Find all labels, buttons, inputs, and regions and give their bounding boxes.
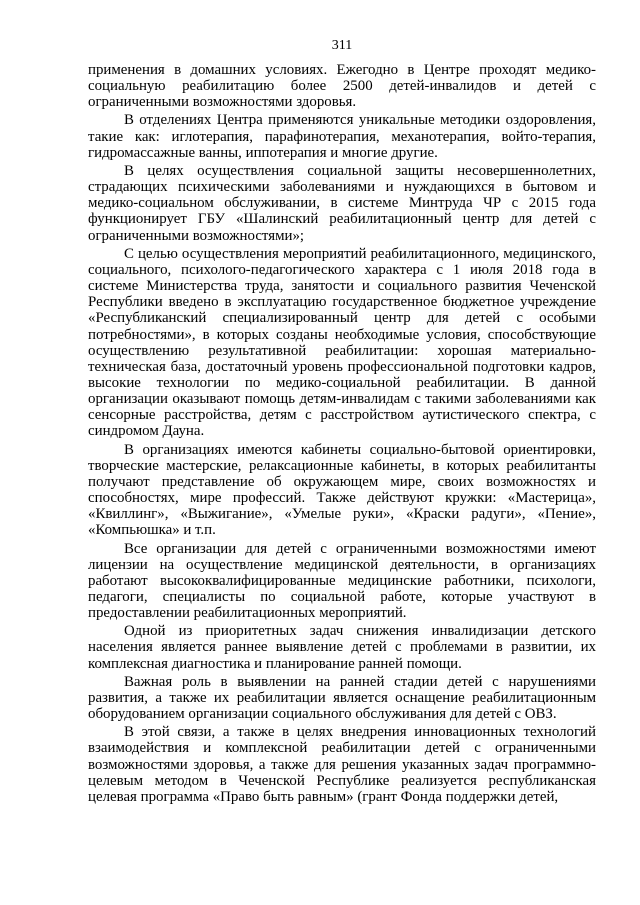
paragraph-3: В целях осуществления социальной защиты несовершеннолетних, страдающих психическими заболеваниями и нуждающихся в бытовом и медико-социальном обслуживании, в системе Минтруда ЧР с 2015 года функционирует ГБУ «Шалинский реабилитационный центр для детей с ограниченными возможностями»; <box>88 162 596 244</box>
paragraph-9: В этой связи, а также в целях внедрения инновационных технологий взаимодействия и комплексной реабилитации детей с ограниченными возможностями здоровья, а также для решения указанных задач программно-целевым методом в Чеченской Республике реализуется республиканская целевая программа «Право быть равным» (грант Фонда поддержки детей, <box>88 724 596 805</box>
page-number: 311 <box>331 38 353 53</box>
document-body <box>88 62 596 805</box>
paragraph-5: В организациях имеются кабинеты социально-бытовой ориентировки, творческие мастерские, релаксационные кабинеты, в которых реабилитанты получают представление об окружающем мире, своих возможностях и способностях, мире профессий. Также действуют кружки: «Мастерица», «Квиллинг», «Выжигание», «Умелые руки», «Краски радуги», «Пение», «Компьюшка» и т.п. <box>88 441 596 539</box>
paragraph-4: С целью осуществления мероприятий реабилитационного, медицинского, социального, психолого-педагогического характера с 1 июля 2018 года в системе Министерства труда, занятости и социального развития Чеченской Республики введено в эксплуатацию государственное бюджетное учреждение «Республиканский специализированный центр для детей с особыми потребностями», в которых созданы необходимые условия, способствующие осуществлению результативной реабилитации: хорошая материально-техническая база, достаточный уровень профессиональной подготовки кадров, высокие технологии по медико-социальной реабилитации. В данной организации оказывают помощь детям-инвалидам с такими заболеваниями как сенсорные расстройства, детям с расстройством аутистического спектра, с синдромом Дауна. <box>88 245 596 440</box>
paragraph-8: Важная роль в выявлении на ранней стадии детей с нарушениями развития, а также их реабилитации является оснащение реабилитационным оборудованием организации социального обслуживания для детей с ОВЗ. <box>88 673 596 723</box>
paragraph-7: Одной из приоритетных задач снижения инвалидизации детского населения является раннее выявление детей с проблемами в развитии, их комплексная диагностика и планирование ранней помощи. <box>88 623 596 672</box>
paragraph-2: В отделениях Центра применяются уникальные методики оздоровления, такие как: иглотерапия, парафинотерапия, механотерапия, войто-терапия, гидромассажные ванны, иппотерапия и многие другие. <box>88 112 596 161</box>
paragraph-6: Все организации для детей с ограниченными возможностями имеют лицензии на осуществление медицинской деятельности, в организациях работают высококвалифицированные медицинские работники, психологи, педагоги, специалисты по социальной работе, которые участвуют в предоставлении реабилитационных мероприятий. <box>88 540 596 622</box>
paragraph-1: применения в домашних условиях. Ежегодно в Центре проходят медико-социальную реабилитацию более 2500 детей-инвалидов и детей с ограниченными возможностями здоровья. <box>88 62 596 111</box>
